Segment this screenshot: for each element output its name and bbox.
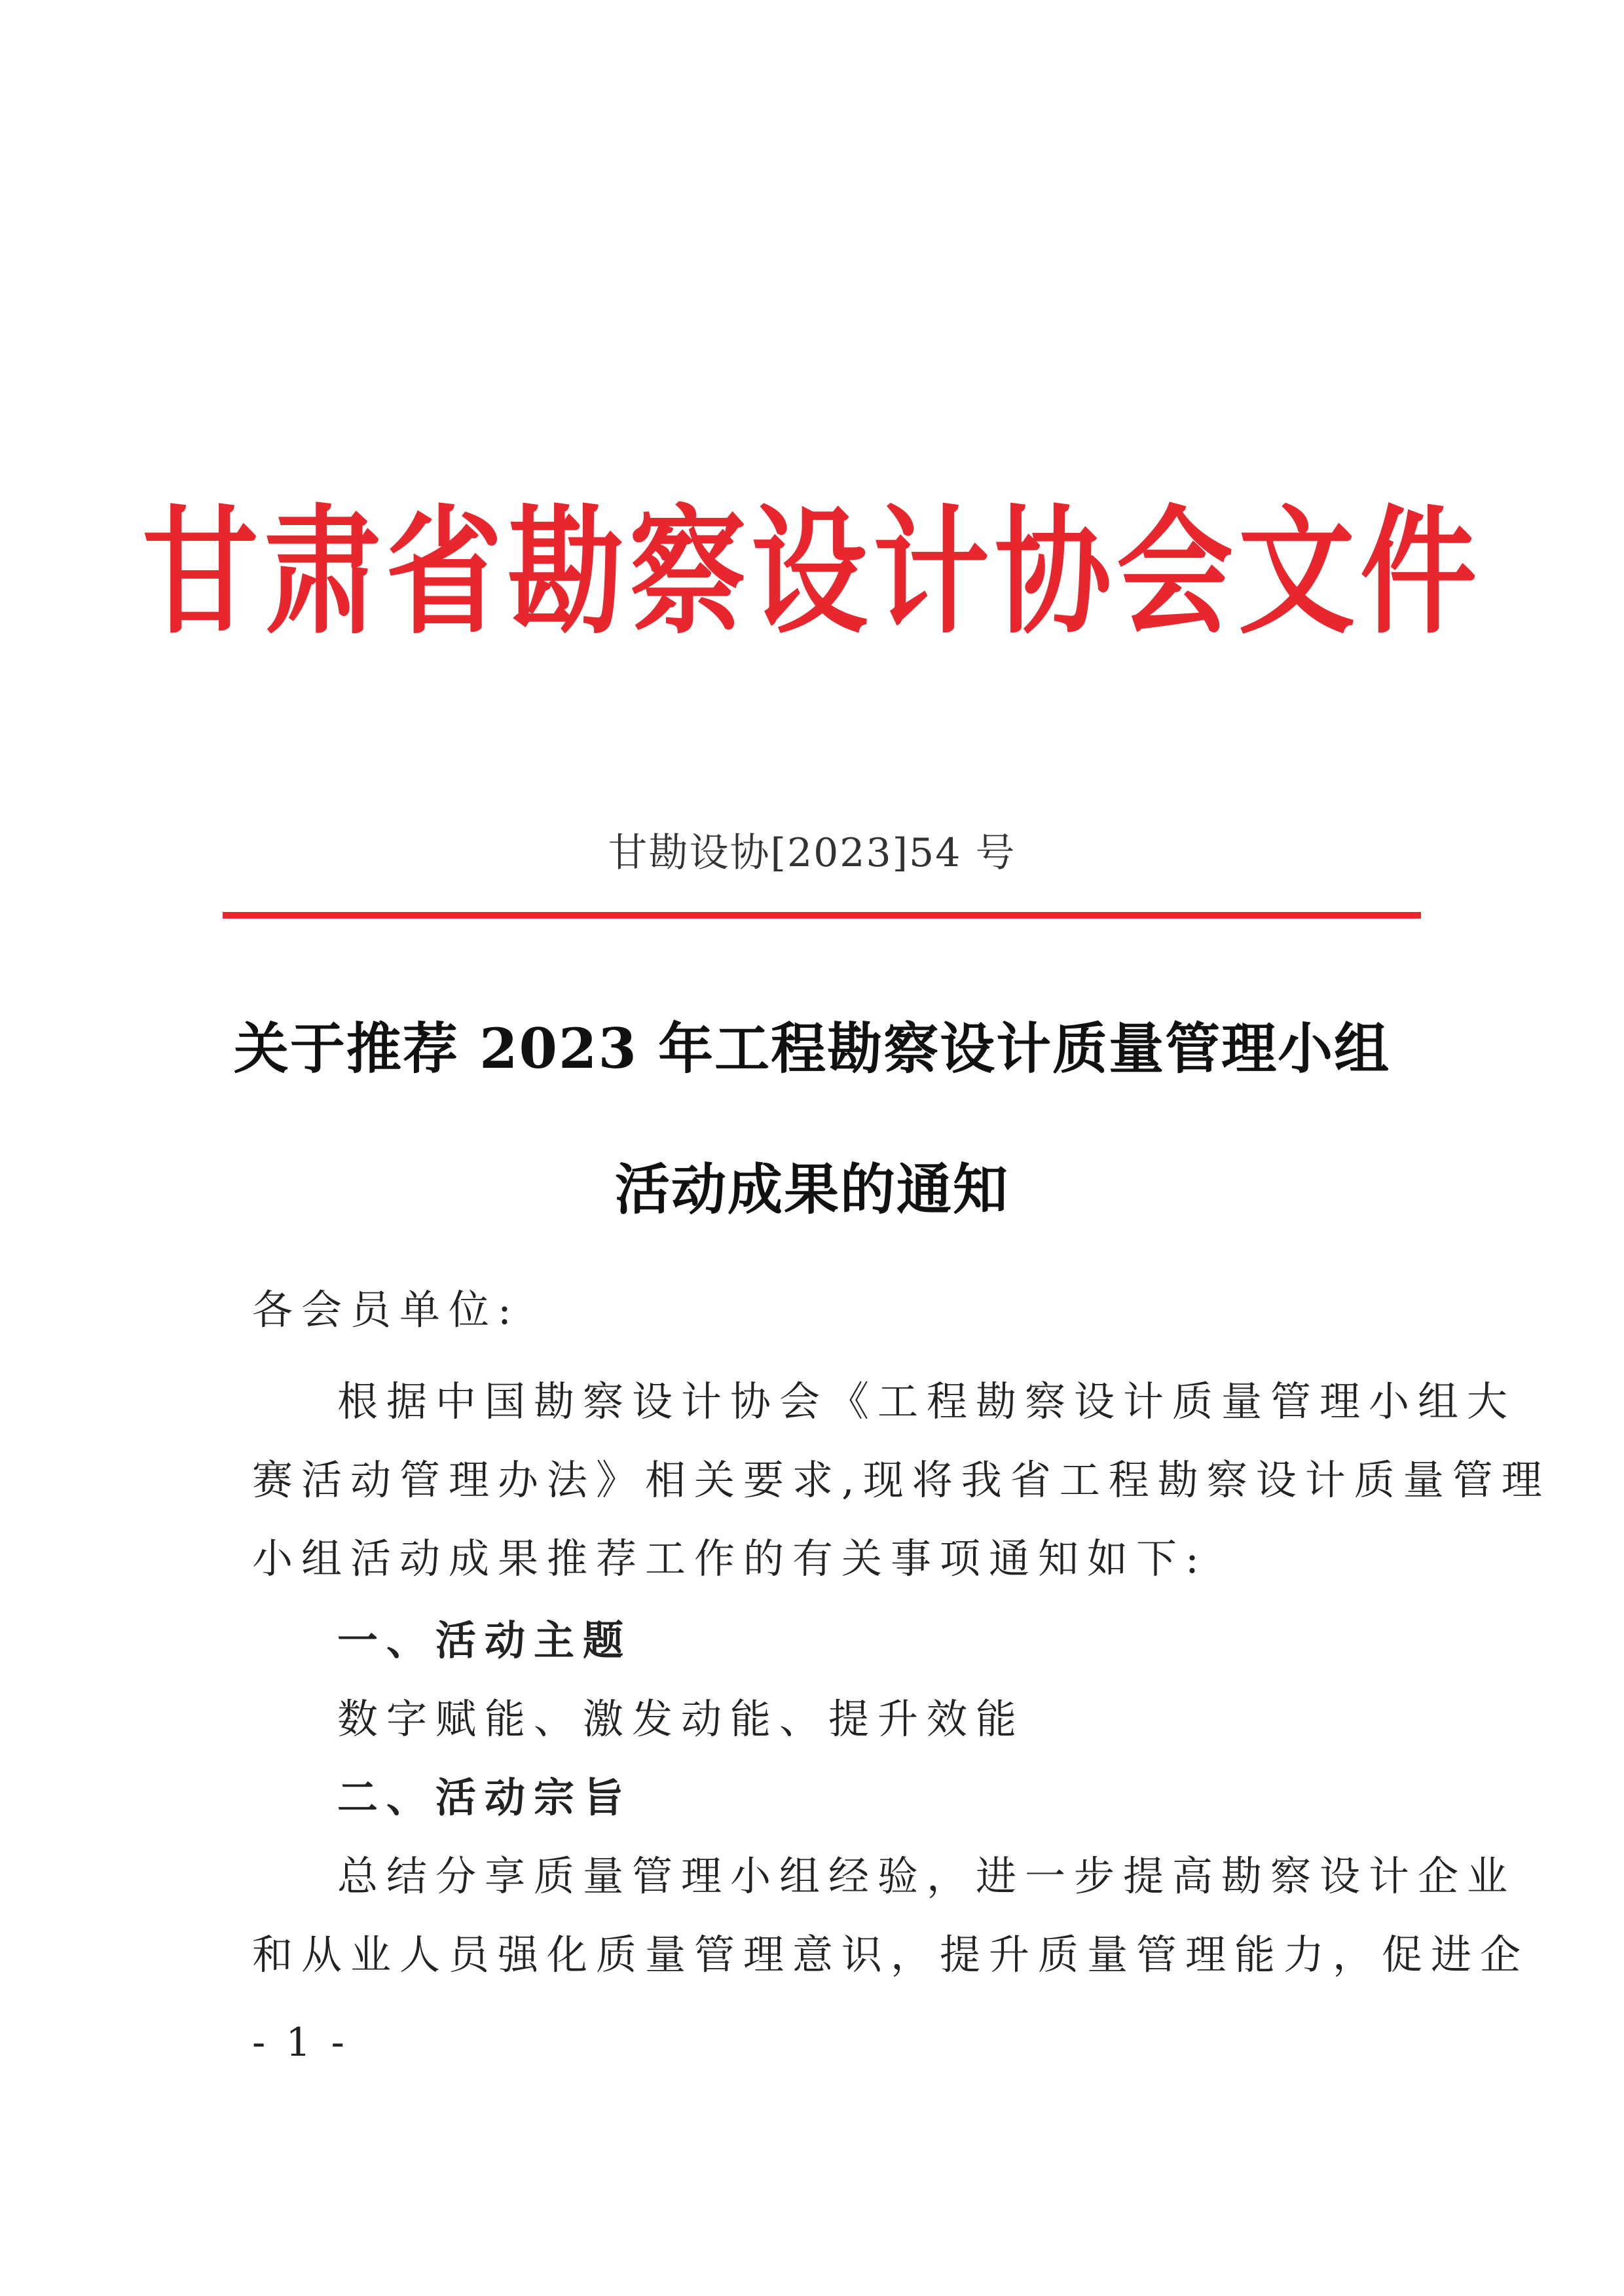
section-2-heading: 二、活动宗旨 <box>337 1774 633 1821</box>
paragraph-1-line-3: 小组活动成果推荐工作的有关事项通知如下: <box>252 1535 1208 1582</box>
section-2-text-line-2: 和从业人员强化质量管理意识，提升质量管理能力，促进企 <box>252 1931 1530 1978</box>
page-number: - 1 - <box>252 2020 348 2066</box>
section-2-text-line-1: 总结分享质量管理小组经验，进一步提高勘察设计企业 <box>337 1852 1517 1900</box>
document-title-line-2: 活动成果的通知 <box>614 1157 1009 1222</box>
salutation: 各会员单位: <box>252 1286 520 1334</box>
paragraph-1-line-2: 赛活动管理办法》相关要求,现将我省工程勘察设计质量管理 <box>252 1456 1551 1504</box>
section-1-heading: 一、活动主题 <box>337 1616 633 1664</box>
document-title-line-1: 关于推荐 2023 年工程勘察设计质量管理小组 <box>233 1016 1391 1081</box>
red-divider-line <box>223 912 1421 919</box>
paragraph-1-line-1: 根据中国勘察设计协会《工程勘察设计质量管理小组大 <box>337 1377 1517 1425</box>
issuer-masthead: 甘肃省勘察设计协会文件 <box>142 492 1482 653</box>
document-number: 甘勘设协[2023]54 号 <box>608 830 1016 876</box>
section-1-text: 数字赋能、激发动能、提升效能 <box>337 1695 1025 1743</box>
